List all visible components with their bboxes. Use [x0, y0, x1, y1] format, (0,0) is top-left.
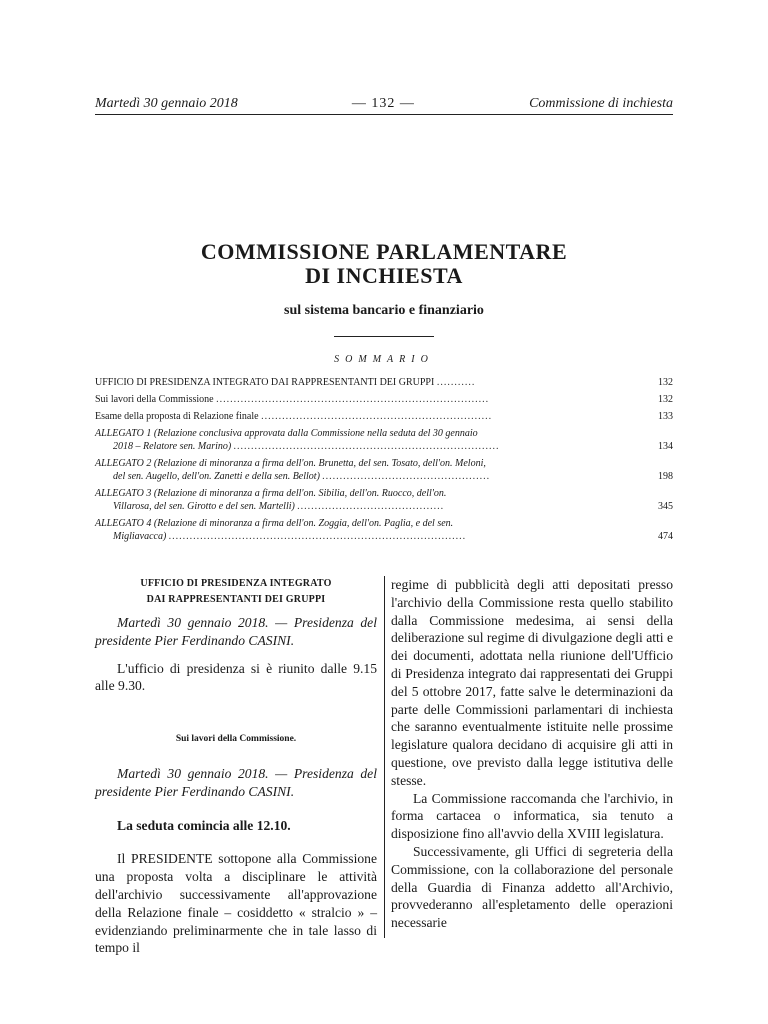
paragraph-raccomanda: La Commissione raccomanda che l'archivio, in forma cartacea o informatica, sia tenuto a disposizione fino all'avvio della XVIII legislatura.	[391, 790, 673, 842]
column-divider	[384, 576, 385, 938]
document-title	[95, 240, 673, 288]
toc-entry: ALLEGATO 4 (Relazione di minoranza a firma dell'on. Zoggia, dell'on. Paglia, e del sen. Migliavacca) ..................................................................................... 474	[95, 518, 673, 542]
toc-entry-continuation: 2018 – Relatore sen. Marino)	[113, 441, 232, 452]
header-date: Martedì 30 gennaio 2018	[95, 96, 238, 111]
toc-entry-page: 132	[658, 394, 673, 405]
running-header	[95, 96, 673, 112]
paragraph-regime: regime di pubblicità degli atti depositati presso l'archivio della Commissione resta quello stabilito dalla Commissione medesima, ai sensi della deliberazione sul regime di divulgazione degli atti e dei documenti, adottata nella riunione dell'Ufficio di Presidenza integrato dai rappresentati dei Gruppi del 5 ottobre 2017, fatte salve le determinazioni da parte delle Commissioni parlamentari di inchiesta che saranno eventualmente istituite nelle prossime legislature qualora decidano di acquisire gli atti in questione, ove previsto dalla legge istitutiva delle stesse.	[391, 577, 673, 788]
title-line-2: DI INCHIESTA	[305, 263, 463, 288]
toc-entry-text: UFFICIO DI PRESIDENZA INTEGRATO DAI RAPPRESENTANTI DEI GRUPPI	[95, 377, 435, 388]
toc-entry: ALLEGATO 1 (Relazione conclusiva approvata dalla Commissione nella seduta del 30 gennaio 2018 – Relatore sen. Marino) ............................................................................ 134	[95, 428, 673, 452]
toc-entry-page: 134	[658, 441, 673, 452]
right-column	[391, 576, 673, 932]
toc-entry-page: 198	[658, 471, 673, 482]
toc-entry: Sui lavori della Commissione .............................................................................. 132	[95, 394, 673, 405]
toc-entry-text: ALLEGATO 3 (Relazione di minoranza a firma dell'on. Sibilia, dell'on. Ruocco, dell'on.	[95, 488, 447, 499]
left-column	[95, 576, 377, 957]
toc-entry-page: 132	[658, 377, 673, 388]
header-rule	[95, 114, 673, 115]
toc-entry-page: 474	[658, 531, 673, 542]
toc-entry-text: ALLEGATO 1 (Relazione conclusiva approvata dalla Commissione nella seduta del 30 gennaio	[95, 428, 478, 439]
toc-entry-continuation: del sen. Augello, dell'on. Zanetti e della sen. Bellot)	[113, 471, 320, 482]
toc-entry-text: ALLEGATO 4 (Relazione di minoranza a firma dell'on. Zoggia, dell'on. Paglia, e del sen.	[95, 518, 454, 529]
toc-entry-continuation: Villarosa, del sen. Girotto e del sen. Martelli)	[113, 501, 295, 512]
document-subtitle: sul sistema bancario e finanziario	[284, 303, 484, 318]
paragraph-presidente: Il PRESIDENTE sottopone alla Commissione una proposta volta a disciplinare le attività dell'archivio successivamente all'approvazione della Relazione finale – cosiddetto « stralcio » – evidenziando preliminarmente che in tale lasso di tempo il	[95, 851, 377, 956]
title-line-1: COMMISSIONE PARLAMENTARE	[200, 239, 568, 264]
toc-entry-text: Esame della proposta di Relazione finale	[95, 411, 259, 422]
section-heading-ufficio	[95, 576, 377, 608]
toc-entry-text: Sui lavori della Commissione	[95, 394, 214, 405]
toc-entry: ALLEGATO 2 (Relazione di minoranza a firma dell'on. Brunetta, del sen. Tosato, dell'on. Meloni, del sen. Augello, dell'on. Zanetti e della sen. Bellot) ................................................ 198	[95, 458, 673, 482]
sommario-heading: SOMMARIO	[334, 354, 434, 365]
paragraph-presidenza-2: Martedì 30 gennaio 2018. — Presidenza del presidente Pier Ferdinando CASINI.	[95, 765, 377, 799]
section-heading-line-1: UFFICIO DI PRESIDENZA INTEGRATO	[140, 578, 332, 589]
paragraph-presidenza: Martedì 30 gennaio 2018. — Presidenza del presidente Pier Ferdinando CASINI.	[95, 615, 377, 648]
paragraph-riunione: L'ufficio di presidenza si è riunito dalle 9.15 alle 9.30.	[95, 660, 377, 694]
toc-entry-page: 345	[658, 501, 673, 512]
toc-entry-page: 133	[658, 411, 673, 422]
header-section: Commissione di inchiesta	[529, 96, 673, 111]
toc-entry-text: ALLEGATO 2 (Relazione di minoranza a firma dell'on. Brunetta, del sen. Tosato, dell'on. Meloni,	[95, 458, 486, 469]
toc-entry-continuation: Migliavacca)	[113, 531, 167, 542]
paragraph-seduta: La seduta comincia alle 12.10.	[117, 817, 291, 833]
title-rule	[334, 336, 434, 337]
section-heading-lavori: Sui lavori della Commissione.	[175, 734, 297, 745]
paragraph-successivamente: Successivamente, gli Uffici di segreteria della Commissione, con la collaborazione del personale della Guardia di Finanza addetto all'Archivio, provvederanno all'espletamento delle operazioni necessarie	[391, 843, 673, 931]
section-heading-line-2: DAI RAPPRESENTANTI DEI GRUPPI	[146, 594, 326, 605]
table-of-contents	[95, 376, 673, 547]
toc-entry: ALLEGATO 3 (Relazione di minoranza a firma dell'on. Sibilia, dell'on. Ruocco, dell'on. Villarosa, del sen. Girotto e del sen. Martelli) .......................................... 345	[95, 488, 673, 512]
toc-entry: UFFICIO DI PRESIDENZA INTEGRATO DAI RAPPRESENTANTI DEI GRUPPI ........... 132	[95, 377, 673, 388]
header-page-number: — 132 —	[351, 96, 415, 111]
toc-entry: Esame della proposta di Relazione finale .................................................................. 133	[95, 411, 673, 422]
